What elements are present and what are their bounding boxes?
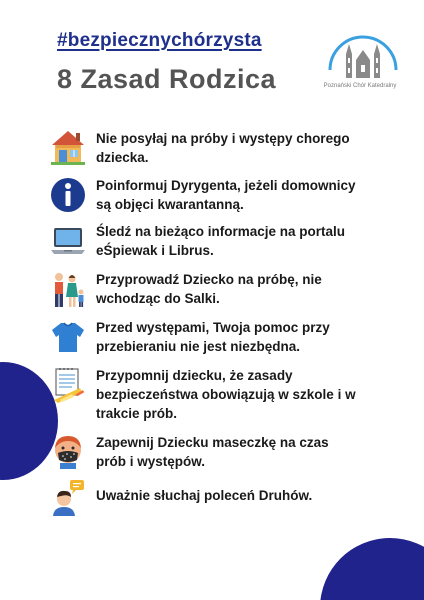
rule-text: Śledź na bieżąco informacje na portalu eŚpiewak i Librus.: [96, 224, 346, 258]
rule-text: Przyprowadź Dziecko na próbę, nie wchodząc do Salki.: [96, 272, 322, 306]
decorative-circle-right: [320, 538, 424, 600]
family-icon: [50, 268, 86, 310]
rule-text: Nie posyłaj na próby i występy chorego dziecka.: [96, 131, 350, 165]
hashtag-link[interactable]: #bezpiecznychórzysta: [57, 30, 262, 51]
rule-text: Przed występami, Twoja pomoc przy przebieraniu nie jest niezbędna.: [96, 320, 330, 354]
rule-text: Zapewnij Dziecku maseczkę na czas prób i występów.: [96, 435, 329, 469]
laptop-icon: [50, 222, 86, 260]
rule-text: Poinformuj Dyrygenta, jeżeli domownicy są objęci kwarantanną.: [96, 178, 356, 212]
rule-text: Przypomnij dziecku, że zasady bezpieczeństwa obowiązują w szkole i w trakcie prób.: [96, 368, 356, 421]
house-icon: [50, 128, 86, 166]
mask-child-icon: [50, 432, 86, 470]
info-icon: [50, 176, 86, 214]
logo-caption: Poznański Chór Katedralny: [323, 83, 397, 89]
tshirt-icon: [50, 318, 86, 356]
page-title: 8 Zasad Rodzica: [57, 64, 277, 94]
notebook-icon: [50, 366, 86, 404]
rule-text: Uważnie słuchaj poleceń Druhów.: [96, 488, 313, 503]
speaking-person-icon: [50, 478, 86, 516]
